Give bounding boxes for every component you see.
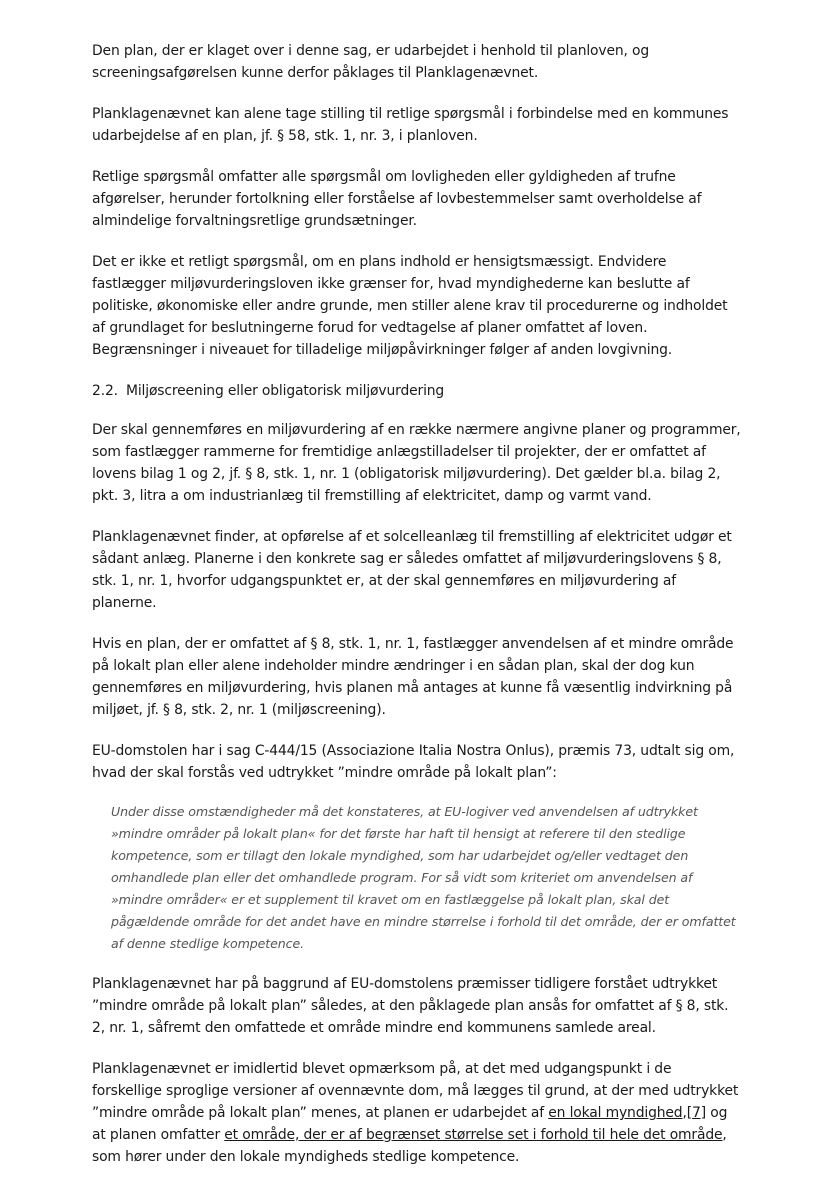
comma-separator: , (682, 1105, 687, 1121)
section-title: Miljøscreening eller obligatorisk miljøvurdering (126, 383, 445, 399)
section-number: 2.2. (92, 383, 118, 399)
paragraph-mandatory-assessment: Der skal gennemføres en miljøvurdering af en række nærmere angivne planer og programmer, som fastlægger rammerne for fremtidige anlægstilladelser til projekter, der er omfattet af lovens bilag 1 og 2, jf. § 8, stk. 1, nr. 1 (obligatorisk miljøvurdering). Det gælder bl.a. bilag 2, pkt. 3, litra a om industrianlæg til fremstilling af elektricitet, damp og varmt vand. (92, 422, 741, 504)
document-page (92, 40, 742, 1187)
final-text-part3: , som hører under den lokale myndigheds stedlige kompetence. (92, 1127, 727, 1165)
paragraph-previous-interpretation: Planklagenævnet har på baggrund af EU-domstolens præmisser tidligere forstået udtrykket ”mindre område på lokalt plan” således, at den påklagede plan ansås for omfattet af § 8, stk. 2, nr. 1, såfremt den omfattede et område mindre end kommunens samlede areal. (92, 976, 729, 1036)
paragraph-solar-plant: Planklagenævnet finder, at opførelse af et solcelleanlæg til fremstilling af elektricitet udgør et sådant anlæg. Planerne i den konkrete sag er således omfattet af miljøvurderingslovens § 8, stk. 1, nr. 1, hvorfor udgangspunktet er, at der skal gennemføres en miljøvurdering af planerne. (92, 529, 732, 611)
underlined-local-authority: en lokal myndighed (548, 1105, 683, 1121)
paragraph-new-interpretation (92, 1058, 742, 1168)
underlined-limited-area: et område, der er af begrænset størrelse set i forhold til hele det område (224, 1127, 723, 1143)
paragraph-plan-complaint: Den plan, der er klaget over i denne sag, er udarbejdet i henhold til planloven, og screeningsafgørelsen kunne derfor påklages til Planklagenævnet. (92, 43, 650, 81)
paragraph-not-legal-question: Det er ikke et retligt spørgsmål, om en plans indhold er hensigtsmæssigt. Endvidere fastlægger miljøvurderingsloven ikke grænser for, hvad myndighederne kan beslutte af politiske, økonomiske eller andre grunde, men stiller alene krav til procedurerne og indholdet af grundlaget for beslutningerne forud for vedtagelse af planer omfattet af loven. Begrænsninger i niveauet for tilladelige miljøpåvirkninger følger af anden lovgivning. (92, 254, 728, 358)
section-heading (92, 380, 742, 402)
final-text-part1: Planklagenævnet er imidlertid blevet opmærksom på, at det med udgangspunkt i de forskellige sproglige versioner af ovennævnte dom, må lægges til grund, at der med udtrykket ”mindre område på lokalt plan” menes, at planen er udarbejdet af (92, 1061, 739, 1121)
block-quote: Under disse omstændigheder må det konstateres, at EU-logiver ved anvendelsen af udtrykket »mindre områder på lokalt plan« for det første har haft til hensigt at referere til den stedlige kompetence, som er tillagt den lokale myndighed, som har udarbejdet og/eller vedtaget den omhandlede plan eller det omhandlede program. For så vidt som kriteriet om anvendelsen af »mindre områder« er et supplement til kravet om en fastlæggelse på lokalt plan, skal det pågældende område for det andet have en mindre størrelse i forhold til det område, der er omfattet af denne stedlige kompetence. (111, 804, 736, 951)
final-text-part2: og at planen omfatter (92, 1105, 728, 1143)
paragraph-legal-questions-definition: Retlige spørgsmål omfatter alle spørgsmål om lovligheden eller gyldigheden af trufne afgørelser, herunder fortolkning eller forståelse af lovbestemmelser samt overholdelse af almindelige forvaltningsretlige grundsætninger. (92, 169, 702, 229)
footnote-link[interactable]: [7] (686, 1105, 706, 1121)
paragraph-legal-questions-scope: Planklagenævnet kan alene tage stilling til retlige spørgsmål i forbindelse med en kommunes udarbejdelse af en plan, jf. § 58, stk. 1, nr. 3, i planloven. (92, 106, 729, 144)
paragraph-eu-court-case: EU-domstolen har i sag C-444/15 (Associazione Italia Nostra Onlus), præmis 73, udtalt sig om, hvad der skal forstås ved udtrykket ”mindre område på lokalt plan”: (92, 743, 735, 781)
paragraph-screening-exception: Hvis en plan, der er omfattet af § 8, stk. 1, nr. 1, fastlægger anvendelsen af et mindre område på lokalt plan eller alene indeholder mindre ændringer i en sådan plan, skal der dog kun gennemføres en miljøvurdering, hvis planen må antages at kunne få væsentlig indvirkning på miljøet, jf. § 8, stk. 2, nr. 1 (miljøscreening). (92, 636, 734, 718)
